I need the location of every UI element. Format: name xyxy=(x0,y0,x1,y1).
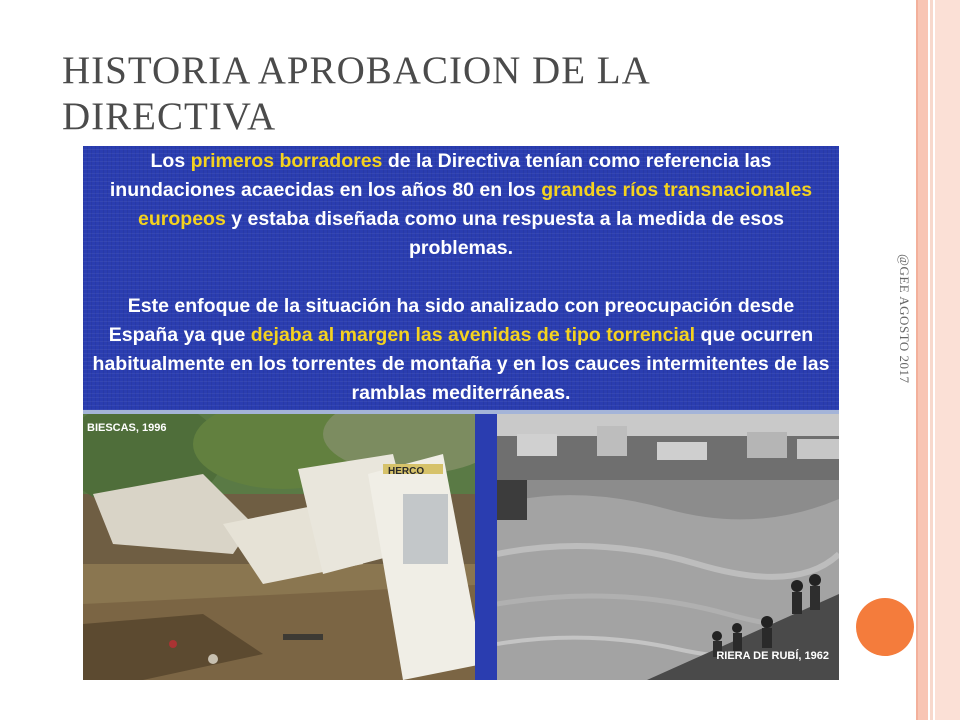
para1-highlight-1: primeros borradores xyxy=(190,150,383,172)
para2-seg-2: que ocurren habitualmente en los torrentes de montaña y en los cauces intermitentes de las ramblas mediterráneas. xyxy=(92,324,830,404)
para1-seg-0: Los xyxy=(150,150,191,172)
right-decor-stripe xyxy=(918,0,928,720)
right-decor-stripe-thin xyxy=(930,0,933,720)
riera-caption: RIERA DE RUBÍ, 1962 xyxy=(716,650,829,662)
caravan-brand-text: HERCO xyxy=(388,466,425,477)
biescas-flood-illustration xyxy=(83,414,495,680)
biescas-photo xyxy=(83,414,495,680)
content-image-panel xyxy=(83,146,839,680)
photo-gap xyxy=(475,414,497,680)
biescas-caption: BIESCAS, 1996 xyxy=(87,422,167,434)
right-decor-stripe-wide xyxy=(935,0,960,720)
paragraph-2 xyxy=(91,292,831,408)
vertical-footer-text: @GEE AGOSTO 2017 xyxy=(897,254,912,384)
para2-highlight-1: dejaba al margen las avenidas de tipo torrencial xyxy=(250,324,696,346)
para1-highlight-3: grandes ríos transnacionales europeos xyxy=(138,179,813,230)
slide-title: HISTORIA APROBACION DE LA DIRECTIVA xyxy=(62,49,649,138)
para2-seg-0: Este enfoque de la situación ha sido analizado con preocupación desde España ya que xyxy=(108,295,795,346)
paragraph-1 xyxy=(91,147,831,263)
orange-circle-decor xyxy=(856,598,914,656)
para1-seg-4: y estaba diseñada como una respuesta a la medida de esos problemas. xyxy=(225,208,784,259)
text-box xyxy=(83,146,839,414)
riera-de-rubi-photo xyxy=(497,414,839,680)
para1-seg-2: de la Directiva tenían como referencia las inundaciones acaecidas en los años 80 en los xyxy=(109,150,772,201)
riera-flood-illustration xyxy=(497,414,839,680)
